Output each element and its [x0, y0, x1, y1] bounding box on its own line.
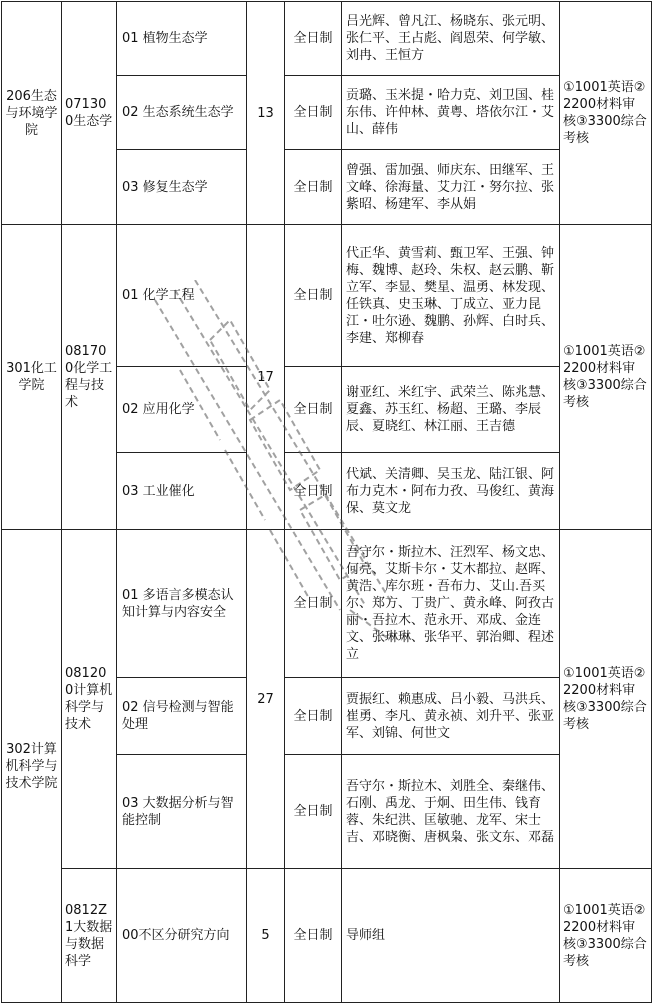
tutors-cell: 贡璐、玉米提・哈力克、刘卫国、桂东伟、许仲林、黄粤、塔依尔江・艾山、薛伟	[342, 76, 560, 150]
mode-cell: 全日制	[285, 869, 342, 1003]
direction-cell: 02 生态系统生态学	[117, 76, 247, 150]
admissions-table	[1, 1, 652, 1003]
major-cell: 0812Z1大数据与数据科学	[62, 869, 117, 1003]
count-cell: 27	[247, 530, 285, 869]
direction-cell: 01 多语言多模态认知计算与内容安全	[117, 530, 247, 678]
direction-cell: 03 工业催化	[117, 453, 247, 530]
mode-cell: 全日制	[285, 453, 342, 530]
mode-cell: 全日制	[285, 678, 342, 755]
major-cell: 081700化学工程与技术	[62, 225, 117, 530]
mode-cell: 全日制	[285, 150, 342, 225]
major-cell: 071300生态学	[62, 2, 117, 225]
major-cell: 081200计算机科学与技术	[62, 530, 117, 869]
table-row	[2, 225, 652, 367]
table-row	[2, 869, 652, 1003]
mode-cell: 全日制	[285, 367, 342, 453]
college-cell: 302计算机科学与技术学院	[2, 530, 62, 1003]
mode-cell: 全日制	[285, 225, 342, 367]
tutors-cell: 导师组	[342, 869, 560, 1003]
college-cell: 301化工学院	[2, 225, 62, 530]
count-cell: 5	[247, 869, 285, 1003]
mode-cell: 全日制	[285, 76, 342, 150]
tutors-cell: 曾强、雷加强、师庆东、田继军、王文峰、徐海量、艾力江・努尔拉、张紫昭、杨建军、李从娟	[342, 150, 560, 225]
exam-cell: ①1001英语②2200材料审核③3300综合考核	[560, 225, 652, 530]
direction-cell: 03 修复生态学	[117, 150, 247, 225]
mode-cell: 全日制	[285, 755, 342, 869]
direction-cell: 02 信号检测与智能处理	[117, 678, 247, 755]
tutors-cell: 吾守尔・斯拉木、刘胜全、秦继伟、石刚、禹龙、于炯、田生伟、钱育蓉、朱纪洪、匡敏驰、龙军、宋士吉、邓晓衡、唐枫枭、张文东、邓磊	[342, 755, 560, 869]
mode-cell: 全日制	[285, 2, 342, 76]
table-row	[2, 530, 652, 678]
tutors-cell: 吕光辉、曾凡江、杨晓东、张元明、张仁平、王占彪、阎恩荣、何学敏、刘冉、王恒方	[342, 2, 560, 76]
direction-cell: 02 应用化学	[117, 367, 247, 453]
tutors-cell: 贾振红、赖惠成、吕小毅、马洪兵、崔勇、李凡、黄永祯、刘升平、张亚军、刘锦、何世文	[342, 678, 560, 755]
exam-cell: ①1001英语②2200材料审核③3300综合考核	[560, 2, 652, 225]
exam-cell: ①1001英语②2200材料审核③3300综合考核	[560, 530, 652, 869]
mode-cell: 全日制	[285, 530, 342, 678]
direction-cell: 01 化学工程	[117, 225, 247, 367]
tutors-cell: 代正华、黄雪莉、甄卫军、王强、钟梅、魏博、赵玲、朱权、赵云鹏、靳立军、李显、樊星、温勇、林发现、任铁真、史玉琳、丁成立、亚力昆江・吐尔逊、魏鹏、孙辉、白时兵、李建、郑柳春	[342, 225, 560, 367]
count-cell: 17	[247, 225, 285, 530]
tutors-cell: 谢亚红、米红宇、武荣兰、陈兆慧、夏鑫、苏玉红、杨超、王璐、李辰辰、夏晓红、林江丽、王吉德	[342, 367, 560, 453]
table-row	[2, 2, 652, 76]
exam-cell: ①1001英语②2200材料审核③3300综合考核	[560, 869, 652, 1003]
direction-cell: 03 大数据分析与智能控制	[117, 755, 247, 869]
college-cell: 206生态与环境学院	[2, 2, 62, 225]
tutors-cell: 吾守尔・斯拉木、汪烈军、杨文忠、何亮、艾斯卡尔・艾木都拉、赵晖、黄浩、库尔班・吾布力、艾山.吾买尔、郑方、丁贵广、黄永峰、阿孜古丽・吾拉木、范永开、邓成、金连文、张琳琳、张华平、郭治卿、程述立	[342, 530, 560, 678]
direction-cell: 01 植物生态学	[117, 2, 247, 76]
count-cell: 13	[247, 2, 285, 225]
direction-cell: 00不区分研究方向	[117, 869, 247, 1003]
tutors-cell: 代斌、关清卿、吴玉龙、陆江银、阿布力克木・阿布力孜、马俊红、黄海保、莫文龙	[342, 453, 560, 530]
